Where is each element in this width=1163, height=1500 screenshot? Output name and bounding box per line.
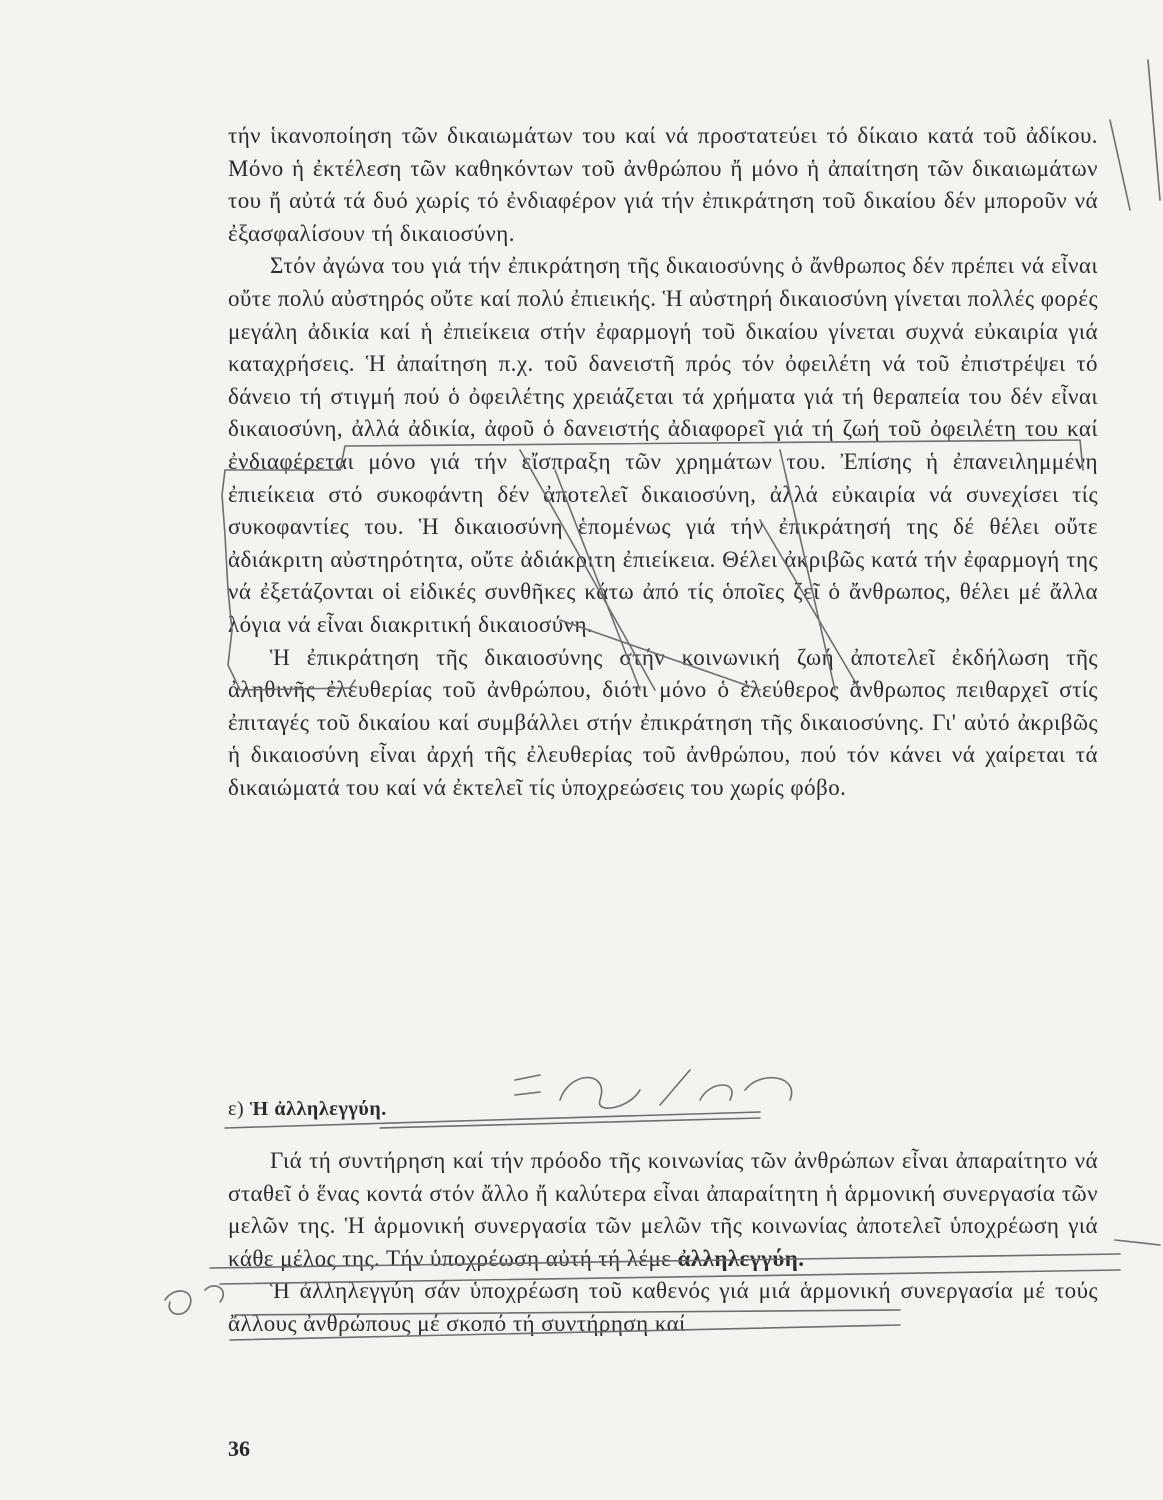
page-number: 36 (228, 1436, 250, 1461)
paragraph-3: Ἡ ἐπικράτηση τῆς δικαιοσύνης στήν κοινωνική ζωή ἀποτελεῖ ἐκδήλωση τῆς ἀληθινῆς ἐλευθερίας τοῦ ἀνθρώπου, διότι μόνο ὁ ἐλεύθερος ἄνθρωπος πειθαρχεῖ στίς ἐπιταγές τοῦ δικαίου καί συμβάλλει στήν ἐπικράτηση τῆς δικαιοσύνης. Γι' αὐτό ἀκριβῶς ἡ δικαιοσύνη εἶναι ἀρχή τῆς ἐλευθερίας τοῦ ἀνθρώπου, πού τόν κάνει νά χαίρεται τά δικαιώματά του καί νά ἐκτελεῖ τίς ὑποχρεώσεις του χωρίς φόβο. (228, 644, 1098, 800)
margin-mark-left-scrawl (165, 1286, 223, 1314)
paragraph-4-bold: ἀλληλεγγύη. (677, 1245, 805, 1271)
paragraph-4 (228, 1145, 1098, 1275)
right-margin-vertical (1110, 60, 1160, 210)
section-heading (228, 1098, 387, 1121)
paragraph-1: τήν ἱκανοποίηση τῶν δικαιωμάτων του καί νά προστατεύει τό δίκαιο κατά τοῦ ἀδίκου. Μόνο ἡ ἐκτέλεση τῶν καθηκόντων τοῦ ἀνθρώπου ἤ μόνο ἡ ἀπαίτηση τῶν δικαιωμάτων του ἤ αὐτά τά δυό χωρίς τό ἐνδιαφέρον γιά τήν ἐπικράτηση τοῦ δικαίου δέν μποροῦν νά ἐξασφαλίσουν τή δικαιοσύνη. (228, 123, 1098, 246)
paragraph-5: Ἡ ἀλληλεγγύη σάν ὑποχρέωση τοῦ καθενός γιά μιά ἁρμονική συνεργασία μέ τούς ἄλλους ἀνθρώπους μέ σκοπό τή συντήρηση καί (228, 1278, 1098, 1336)
section-title: Ἡ ἀλληλεγγύη. (249, 1098, 387, 1120)
paragraph-4-text: Γιά τή συντήρηση καί τήν πρόοδο τῆς κοινωνίας τῶν ἀνθρώπων εἶναι ἀπαραίτητο νά σταθεῖ ὁ ἕνας κοντά στόν ἄλλο ἤ καλύτερα εἶναι ἀπαραίτητη ἡ ἁρμονική συνεργασία τῶν μελῶν της. Ἡ ἁρμονική συνεργασία τῶν μελῶν τῆς κοινωνίας ἀποτελεῖ ὑποχρέωση γιά κάθε μέλος της. Τήν ὑποχρέωση αὐτή τή λέμε (228, 1148, 1098, 1271)
main-text-top (228, 120, 1098, 804)
margin-mark-right (1115, 1240, 1160, 1245)
section-label: ε) (228, 1098, 245, 1120)
main-text-bottom (228, 1145, 1098, 1341)
handwritten-scrawl (515, 1070, 792, 1108)
paragraph-2: Στόν ἀγώνα του γιά τήν ἐπικράτηση τῆς δικαιοσύνης ὁ ἄνθρωπος δέν πρέπει νά εἶναι οὔτε πολύ αὐστηρός οὔτε καί πολύ ἐπιεικής. Ἡ αὐστηρή δικαιοσύνη γίνεται πολλές φορές μεγάλη ἀδικία καί ἡ ἐπιείκεια στήν ἐφαρμογή τοῦ δικαίου γίνεται συχνά εὐκαιρία γιά καταχρήσεις. Ἡ ἀπαίτηση π.χ. τοῦ δανειστῆ πρός τόν ὀφειλέτη νά τοῦ ἐπιστρέψει τό δάνειο τή στιγμή πού ὁ ὀφειλέτης χρειάζεται τά χρήματα γιά τή θεραπεία του δέν εἶναι δικαιοσύνη, ἀλλά ἀδικία, ἀφοῦ ὁ δανειστής ἀδιαφορεῖ γιά τή ζωή τοῦ ὀφειλέτη του καί ἐνδιαφέρεται μόνο γιά τήν εἴσπραξη τῶν χρημάτων του. Ἐπίσης ἡ ἐπανειλημμένη ἐπιείκεια στό συκοφάντη δέν ἀποτελεῖ δικαιοσύνη, ἀλλά εὐκαιρία νά συνεχίσει τίς συκοφαντίες του. Ἡ δικαιοσύνη ἑπομένως γιά τήν ἐπικράτησή της δέ θέλει οὔτε ἀδιάκριτη αὐστηρότητα, οὔτε ἀδιάκριτη ἐπιείκεια. Θέλει ἀκριβῶς κατά τήν ἐφαρμογή της νά ἐξετάζονται οἱ εἰδικές συνθῆκες κάτω ἀπό τίς ὁποῖες ζεῖ ὁ ἄνθρωπος, θέλει μέ ἄλλα λόγια νά εἶναι διακριτική δικαιοσύνη. (228, 253, 1098, 637)
